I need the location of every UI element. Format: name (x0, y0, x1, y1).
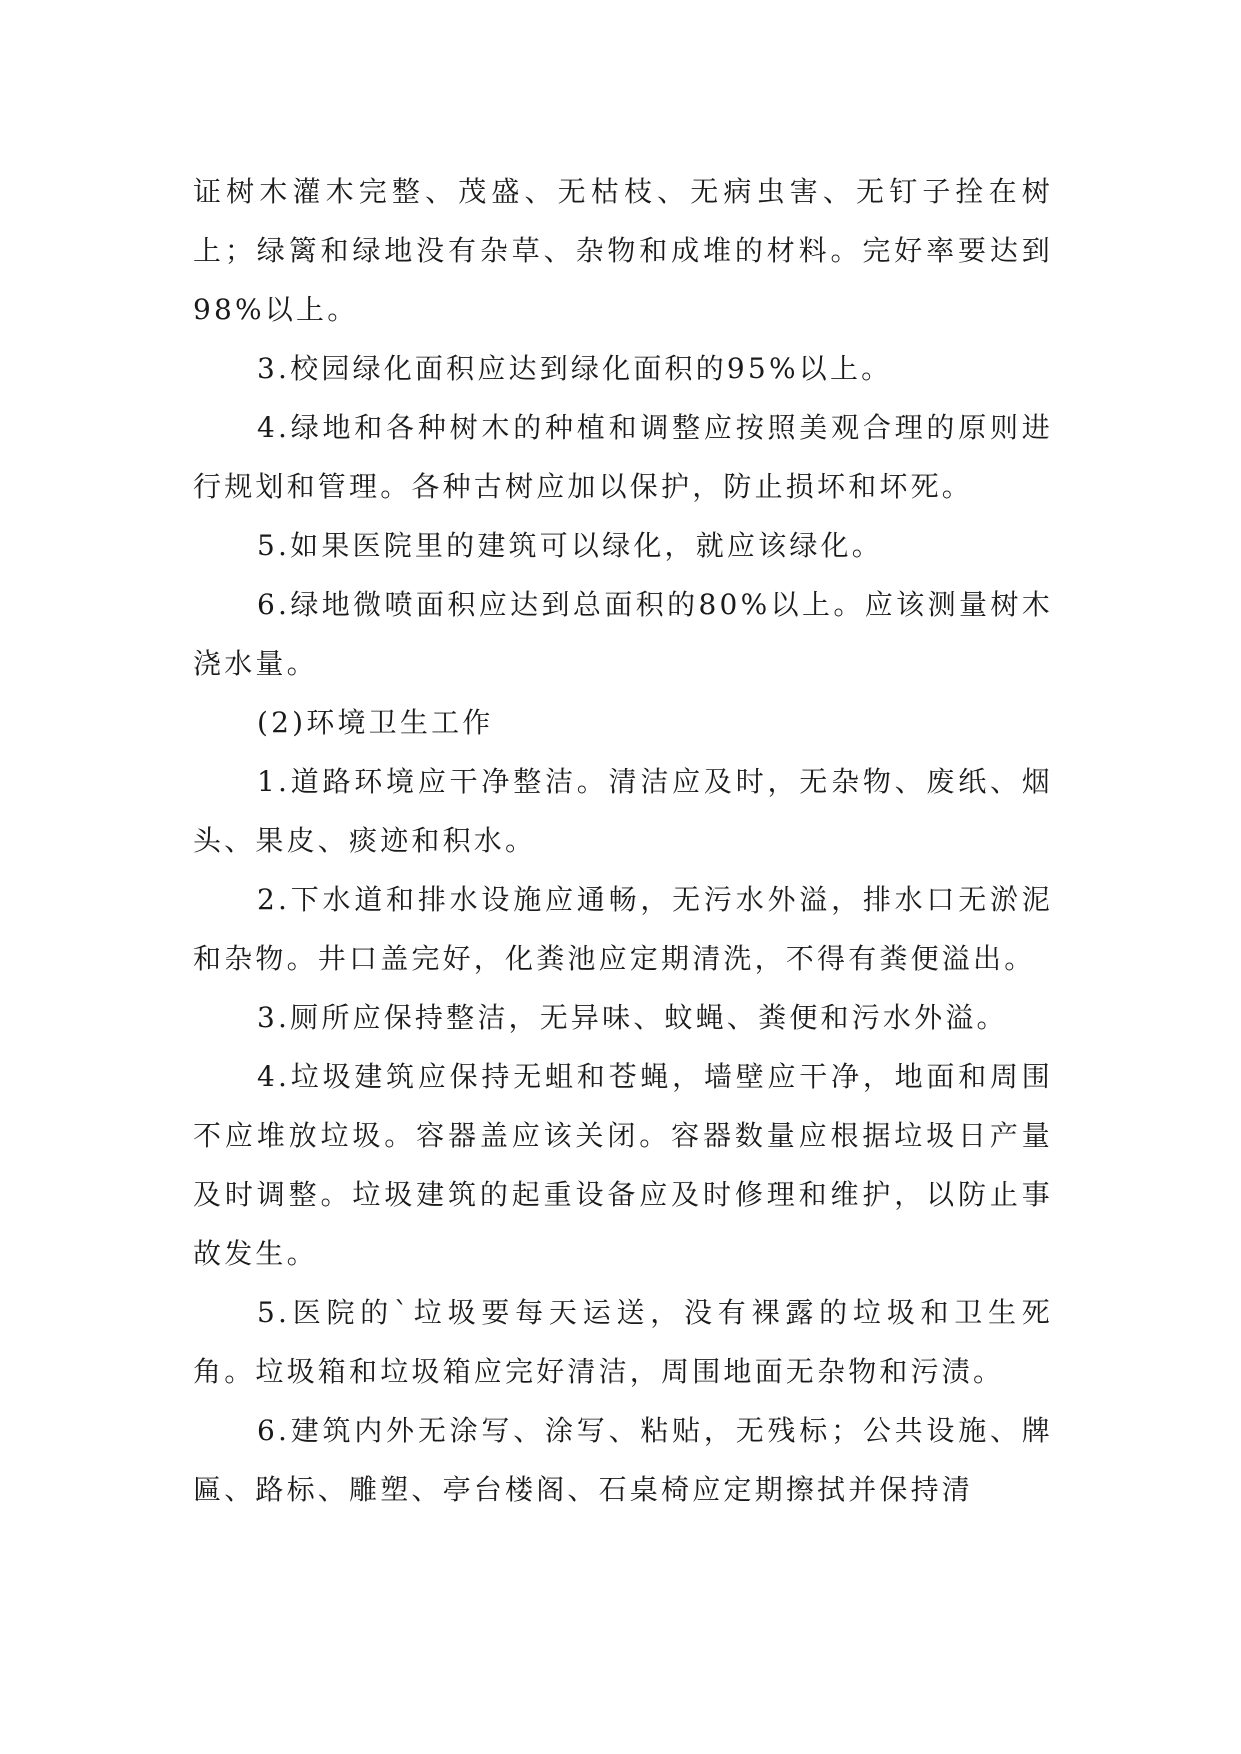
paragraph-garbage-transport: 5.医院的`垃圾要每天运送，没有裸露的垃圾和卫生死角。垃圾箱和垃圾箱应完好清洁，周围地面无杂物和污渍。 (193, 1296, 1053, 1388)
paragraph-drainage: 2.下水道和排水设施应通畅，无污水外溢，排水口无淤泥和杂物。井口盖完好，化粪池应定期清洗，不得有粪便溢出。 (193, 883, 1053, 975)
paragraph-tree-planning: 4.绿地和各种树木的种植和调整应按照美观合理的原则进行规划和管理。各种古树应加以保护，防止损坏和坏死。 (193, 411, 1053, 503)
paragraph-micro-spray: 6.绿地微喷面积应达到总面积的80%以上。应该测量树木浇水量。 (193, 588, 1053, 680)
paragraph-greening-area: 3.校园绿化面积应达到绿化面积的95%以上。 (257, 352, 893, 385)
paragraph-graffiti: 6.建筑内外无涂写、涂写、粘贴，无残标；公共设施、牌匾、路标、雕塑、亭台楼阁、石桌椅应定期擦拭并保持清 (193, 1414, 1053, 1506)
section-heading-sanitation: (2)环境卫生工作 (257, 706, 494, 739)
paragraph-garbage-buildings: 4.垃圾建筑应保持无蛆和苍蝇，墙壁应干净，地面和周围不应堆放垃圾。容器盖应该关闭。容器数量应根据垃圾日产量及时调整。垃圾建筑的起重设备应及时修理和维护，以防止事故发生。 (193, 1060, 1053, 1270)
paragraph-building-greening: 5.如果医院里的建筑可以绿化，就应该绿化。 (257, 529, 883, 562)
document-body (193, 162, 1053, 1519)
paragraph-toilets: 3.厕所应保持整洁，无异味、蚊蝇、粪便和污水外溢。 (257, 1001, 1008, 1034)
paragraph-continuation: 证树木灌木完整、茂盛、无枯枝、无病虫害、无钉子拴在树上；绿篱和绿地没有杂草、杂物和成堆的材料。完好率要达到98%以上。 (193, 175, 1053, 326)
paragraph-road-cleaning: 1.道路环境应干净整洁。清洁应及时，无杂物、废纸、烟头、果皮、痰迹和积水。 (193, 765, 1053, 857)
